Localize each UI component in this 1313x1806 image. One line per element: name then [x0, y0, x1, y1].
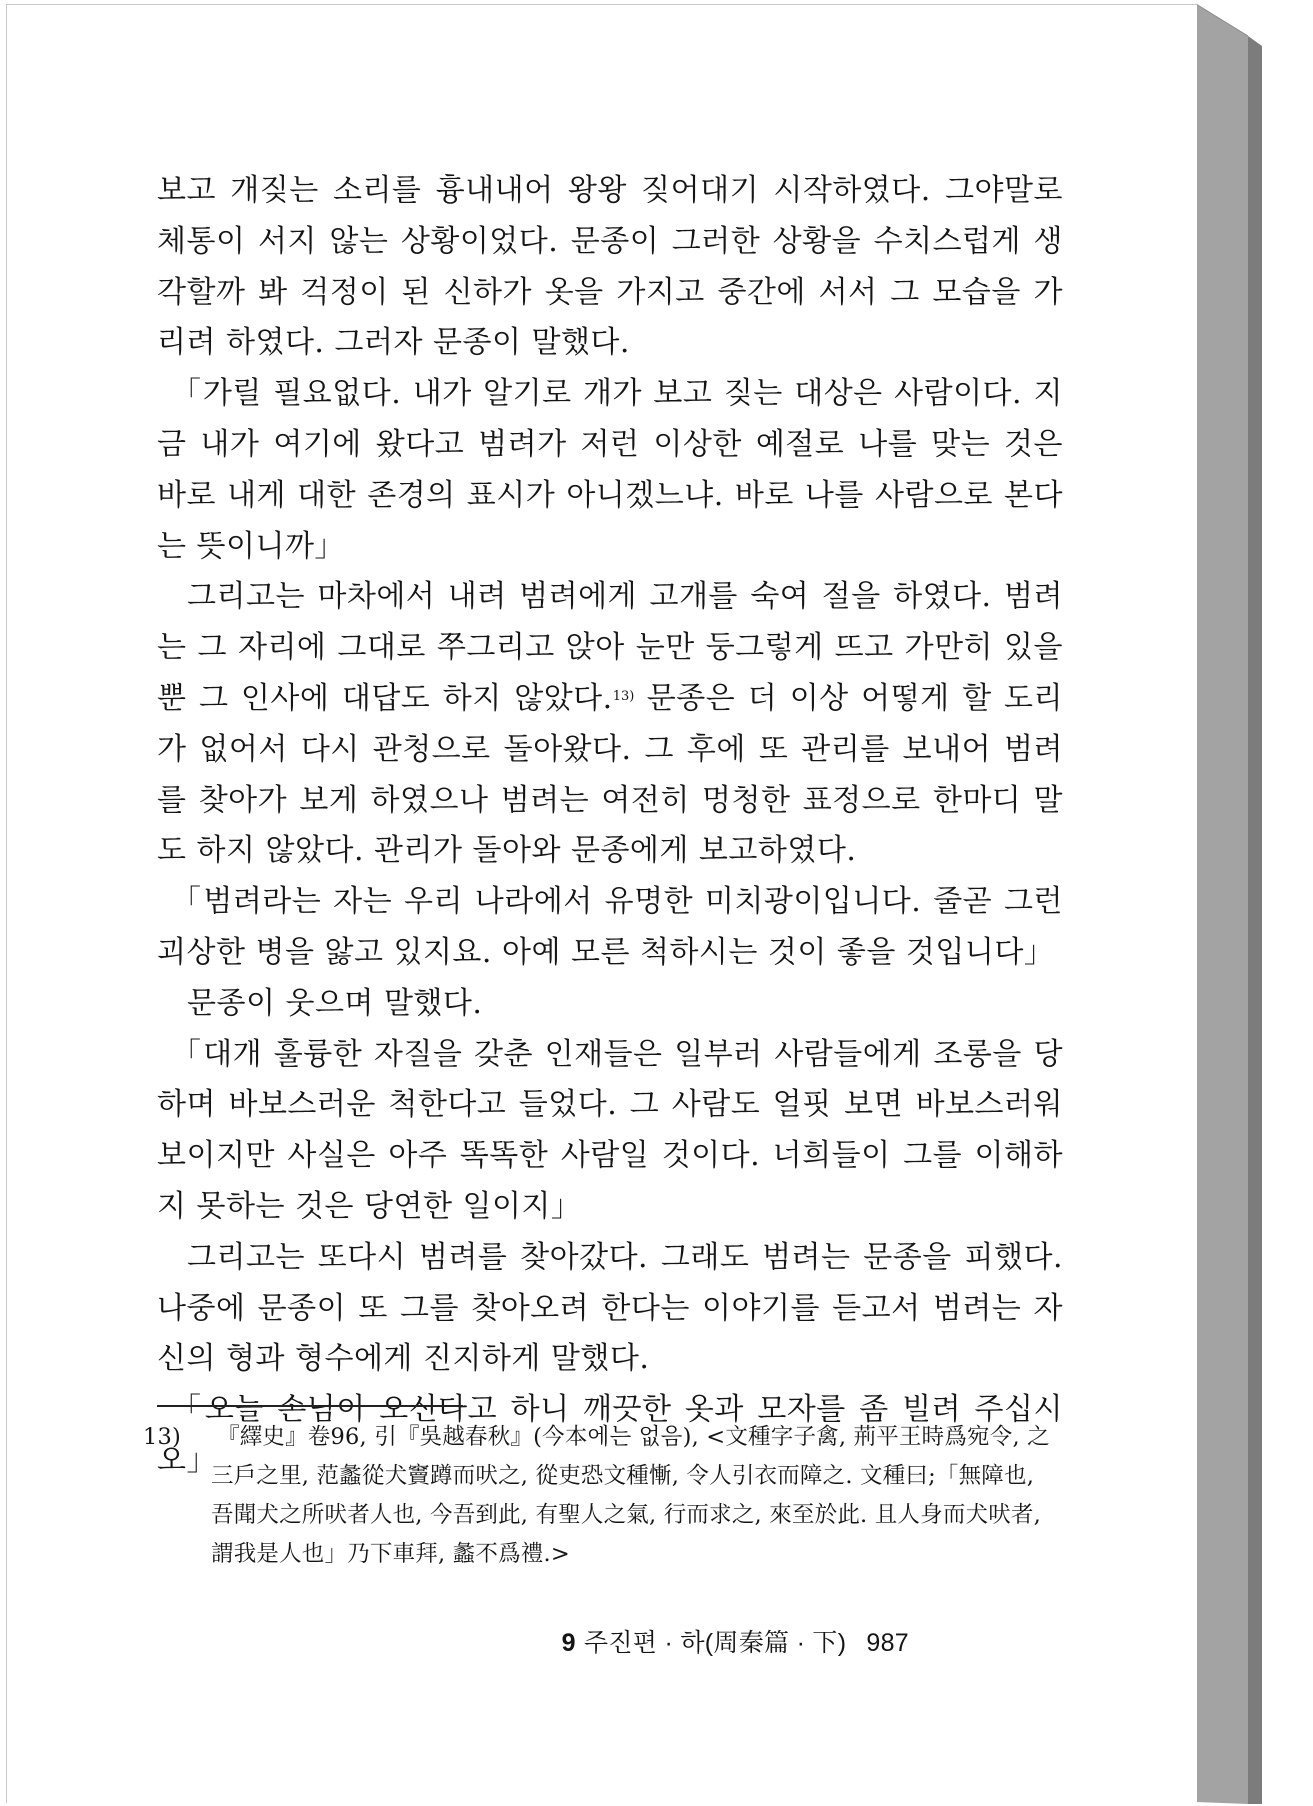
footnote-13 — [143, 1418, 1061, 1574]
paragraph-6: 「대개 훌륭한 자질을 갖춘 인재들은 일부러 사람들에게 조롱을 당하며 바보스러운 척한다고 들었다. 그 사람도 얼핏 보면 바보스러워 보이지만 사실은 아주 똑똑한 사람일 것이다. 너희들이 그를 이해하지 못하는 것은 당연한 일이지」 — [157, 1036, 1063, 1224]
paragraph-7: 그리고는 또다시 범려를 찾아갔다. 그래도 범려는 문종을 피했다. 나중에 문종이 또 그를 찾아오려 한다는 이야기를 듣고서 범려는 자신의 형과 형수에게 진지하게 말했다. — [157, 1239, 1063, 1377]
paragraph-4: 「범려라는 자는 우리 나라에서 유명한 미치광이입니다. 줄곧 그런 괴상한 병을 앓고 있지요. 아예 모른 척하시는 것이 좋을 것입니다」 — [157, 884, 1063, 970]
book-page — [6, 4, 1197, 1803]
paragraph-3-text-after: 문종은 더 이상 어떻게 할 도리가 없어서 다시 관청으로 돌아왔다. 그 후에 또 관리를 보내어 범려를 찾아가 보게 하였으나 범려는 여전히 멍청한 표정으로 한마디 말도 하지 않았다. 관리가 돌아와 문종에게 보고하였다. — [157, 680, 1063, 869]
footnote-ref-13[interactable]: 13) — [612, 688, 635, 704]
chapter-number: 9 — [561, 1629, 576, 1657]
footnote-text: 『繹史』卷96, 引『吳越春秋』(今本에는 없음), <文種字子禽, 荊平王時爲宛令, 之三戶之里, 范蠡從犬竇蹲而吠之, 從吏恐文種慚, 令人引衣而障之. 文種曰;「無障也, 吾聞犬之所吠者人也, 今吾到此, 有聖人之氣, 行而求之, 來至於此. 且人身而犬吠者, 謂我是人也」乃下車拜, 蠡不爲禮.> — [211, 1424, 1050, 1567]
section-title: 주진편 · 하(周秦篇 · 下) — [583, 1629, 847, 1657]
page-number: 987 — [866, 1629, 909, 1657]
page-body — [143, 166, 1063, 1487]
paragraph-3 — [157, 572, 1063, 877]
paragraph-5: 문종이 웃으며 말했다. — [187, 985, 483, 1021]
footnote-number: 13) — [143, 1424, 182, 1450]
page-footer — [562, 1623, 909, 1659]
paragraph-1: 보고 개짖는 소리를 흉내내어 왕왕 짖어대기 시작하였다. 그야말로 체통이 서지 않는 상황이었다. 문종이 그러한 상황을 수치스럽게 생각할까 봐 걱정이 된 신하가 옷을 가지고 중간에 서서 그 모습을 가리려 하였다. 그러자 문종이 말했다. — [157, 173, 1063, 361]
footnote-body — [143, 1418, 1061, 1574]
paragraph-2: 「가릴 필요없다. 내가 알기로 개가 보고 짖는 대상은 사람이다. 지금 내가 여기에 왔다고 범려가 저런 이상한 예절로 나를 맞는 것은 바로 내게 대한 존경의 표시가 아니겠느냐. 바로 나를 사람으로 본다는 뜻이니까」 — [157, 376, 1063, 564]
paragraph-3-text: 그리고는 마차에서 내려 범려에게 고개를 숙여 절을 하였다. 범려는 그 자리에 그대로 쭈그리고 앉아 눈만 둥그렇게 뜨고 가만히 있을 뿐 그 인사에 대답도 하지 않았다. — [157, 579, 1063, 716]
footnote-divider — [157, 1405, 463, 1407]
paragraph-8: 「오늘 손님이 오신다고 하니 깨끗한 옷과 모자를 좀 빌려 주십시오」 — [157, 1392, 1063, 1478]
